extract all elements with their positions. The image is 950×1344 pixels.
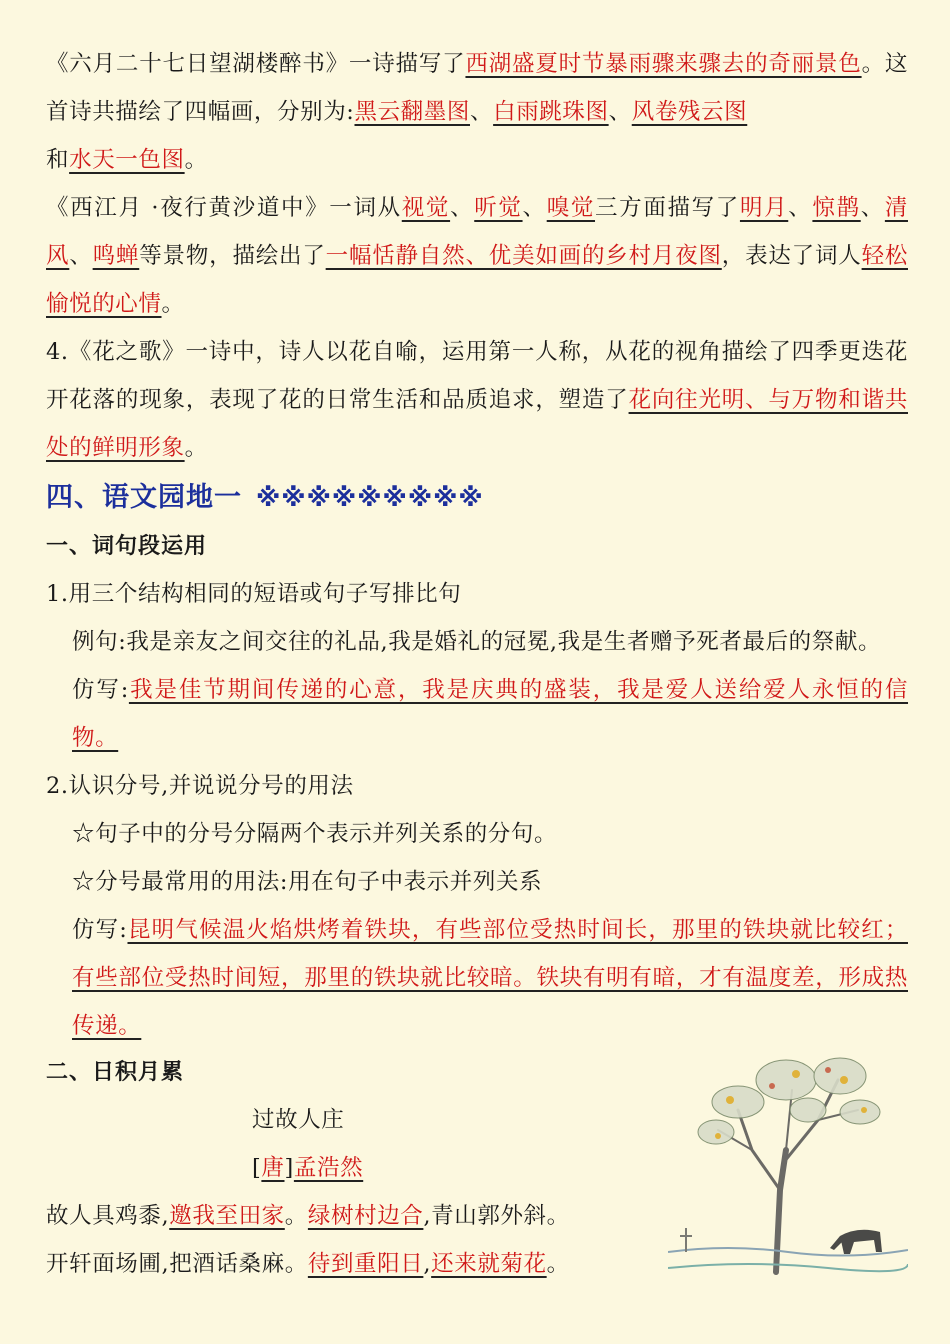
answer: 黑云翻墨图 [354, 99, 470, 125]
answer: 待到重阳日 [307, 1251, 424, 1277]
star-decoration: ※※※※※※※※※ [256, 483, 484, 512]
imitation-line: 仿写:昆明气候温火焰烘烤着铁块，有些部位受热时间长，那里的铁块就比较红；有些部位受热时间短，那里的铁块就比较暗。铁块有明有暗，才有温度差，形成热传递。 [72, 917, 908, 1039]
answer: 唐 [261, 1155, 285, 1181]
poem-title: 过故人庄 [252, 1107, 345, 1133]
bullet-point: ☆句子中的分号分隔两个表示并列关系的分句。 [72, 821, 558, 847]
answer: 白雨跳珠图 [493, 99, 609, 125]
answer: 水天一色图 [69, 147, 185, 173]
bullet-point: ☆分号最常用的用法:用在句子中表示并列关系 [72, 869, 543, 895]
answer: 邀我至田家 [169, 1203, 285, 1229]
section-heading: 四、语文园地一 ※※※※※※※※※ [46, 482, 484, 513]
poem-author: [唐]孟浩然 [252, 1155, 364, 1181]
answer: 绿树村边合 [307, 1203, 424, 1229]
answer: 鸣蝉 [92, 243, 140, 269]
answer: 风卷残云图 [631, 99, 748, 125]
answer: 明月 [739, 195, 789, 221]
answer: 惊鹊 [812, 195, 861, 221]
answer: 花向往光明、与万物和谐共处的鲜明形象 [46, 387, 908, 461]
answer: 清风 [46, 195, 908, 269]
subsection-heading: 二、日积月累 [46, 1060, 185, 1085]
tree-illustration [668, 1040, 908, 1280]
paragraph-wanghulou: 《六月二十七日望湖楼醉书》一诗描写了西湖盛夏时节暴雨骤来骤去的奇丽景色。这首诗共描绘了四幅画，分别为:黑云翻墨图、白雨跳珠图、风卷残云图 和水天一色图。 [46, 51, 908, 173]
answer: 听觉 [474, 195, 523, 221]
example-sentence: 例句:我是亲友之间交往的礼品,我是婚礼的冠冕,我是生者赠予死者最后的祭献。 [72, 629, 882, 655]
answer: 视觉 [401, 195, 451, 221]
answer: 嗅觉 [546, 195, 596, 221]
answer: 一幅恬静自然、优美如画的乡村月夜图 [325, 243, 722, 269]
paragraph-xijiangyue: 《西江月 ·夜行黄沙道中》一词从视觉、听觉、嗅觉三方面描写了明月、惊鹊、清风、鸣蝉等景物，描绘出了一幅恬静自然、优美如画的乡村月夜图，表达了词人轻松愉悦的心情。 [46, 195, 908, 317]
subsection-heading: 一、词句段运用 [46, 534, 208, 559]
answer: 西湖盛夏时节暴雨骤来骤去的奇丽景色 [465, 51, 862, 77]
answer: 昆明气候温火焰烘烤着铁块，有些部位受热时间长，那里的铁块就比较红；有些部位受热时间短，那里的铁块就比较暗。铁块有明有暗，才有温度差，形成热传递。 [72, 917, 908, 1039]
answer: 孟浩然 [293, 1155, 364, 1181]
question-title: 2.认识分号,并说说分号的用法 [46, 773, 354, 799]
answer: 轻松愉悦的心情 [46, 243, 908, 317]
poem-line: 开轩面场圃,把酒话桑麻。待到重阳日,还来就菊花。 [46, 1251, 570, 1277]
answer: 还来就菊花 [431, 1251, 547, 1277]
question-title: 1.用三个结构相同的短语或句子写排比句 [46, 581, 462, 607]
imitation-line: 仿写:我是佳节期间传递的心意，我是庆典的盛装，我是爱人送给爱人永恒的信物。 [72, 677, 909, 751]
paragraph-huazhige: 4.《花之歌》一诗中，诗人以花自喻，运用第一人称，从花的视角描绘了四季更迭花开花落的现象，表现了花的日常生活和品质追求，塑造了花向往光明、与万物和谐共处的鲜明形象。 [46, 339, 908, 461]
poem-line: 故人具鸡黍,邀我至田家。绿树村边合,青山郭外斜。 [46, 1203, 570, 1229]
answer: 我是佳节期间传递的心意，我是庆典的盛装，我是爱人送给爱人永恒的信物。 [72, 677, 909, 751]
